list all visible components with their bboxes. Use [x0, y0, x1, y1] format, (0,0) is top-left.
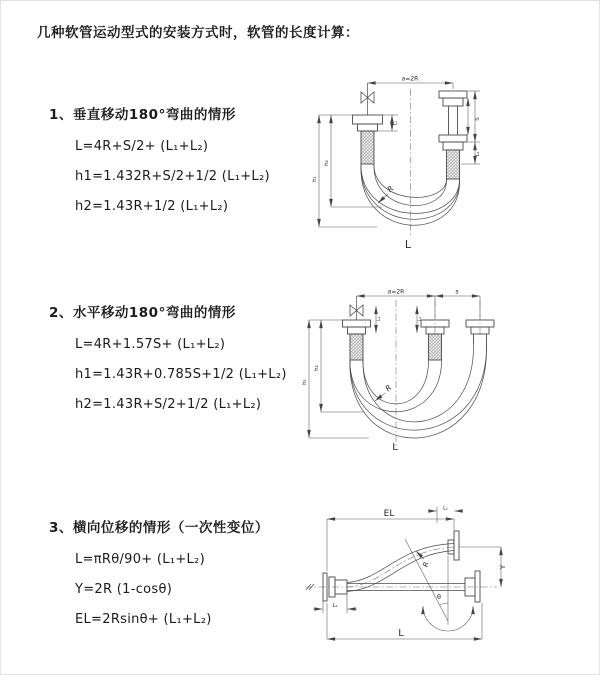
section-vertical-bend [49, 106, 270, 230]
section-1-heading: 1、垂直移动180°弯曲的情形 [49, 107, 236, 123]
dim-span-label: a=2R [387, 288, 405, 296]
left-flange [353, 115, 383, 164]
dim-s-label: S [475, 117, 481, 121]
formula-length: L=4R+1.57S+ (L₁+L₂) [75, 337, 226, 352]
upper-flange [448, 531, 459, 560]
centerline [305, 584, 497, 590]
radius-label: R [383, 382, 394, 394]
braided-hose-section [447, 150, 460, 179]
dim-l1-label: L₁ [443, 505, 448, 512]
dim-el [327, 509, 454, 571]
diagram-horizontal-bend [299, 286, 599, 456]
section-lateral-displacement [49, 519, 269, 643]
dim-s [468, 91, 481, 142]
formula-h1: h1=1.43R+0.785S+1/2 (L₁+L₂) [75, 367, 287, 382]
dim-h1-label: h₁ [312, 176, 318, 182]
section-2-heading: 2、水平移动180°弯曲的情形 [49, 305, 236, 321]
section-3-heading: 3、横向位移的情形（一次性变位） [49, 520, 269, 536]
dim-l2-label: L₂ [332, 603, 338, 609]
length-label: L [398, 628, 404, 639]
dim-span-label: a=2R [401, 75, 419, 83]
centerline [396, 300, 480, 446]
angle-label: θ [437, 593, 441, 601]
dim-y-label: Y [499, 564, 507, 570]
dim-span [368, 76, 454, 90]
dim-l2 [461, 142, 481, 164]
left-flange [343, 320, 371, 360]
dim-l1-label: L₁ [377, 316, 382, 322]
right-flange [465, 571, 480, 602]
braided-hose-section [429, 334, 442, 360]
valve-icon [350, 296, 363, 320]
dim-h2-label: h₂ [314, 365, 320, 371]
dim-length [327, 603, 482, 639]
dim-l1 [376, 306, 382, 333]
dim-l2 [417, 306, 423, 333]
dim-l1 [378, 115, 399, 131]
formula-y: Y=2R (1-cosθ) [75, 582, 173, 597]
right-flange [439, 91, 467, 179]
radius-label: R [385, 183, 396, 195]
valve-icon [361, 83, 374, 115]
braided-hose-section [350, 334, 363, 360]
radius-label: R [421, 561, 431, 568]
dim-l1-label: L₁ [393, 120, 399, 126]
formula-length: L=4R+S/2+ (L₁+L₂) [75, 139, 209, 154]
formula-h2: h2=1.43R+1/2 (L₁+L₂) [75, 199, 229, 214]
length-label: L [392, 442, 398, 453]
formula-el: EL=2Rsinθ+ (L₁+L₂) [75, 612, 212, 627]
middle-flange [421, 320, 449, 360]
length-label: L [404, 238, 412, 251]
formula-length: L=πRθ/90+ (L₁+L₂) [75, 552, 205, 567]
page-title: 几种软管运动型式的安装方式时，软管的长度计算： [37, 25, 359, 41]
hose-bundle [350, 344, 487, 438]
hose-displaced [347, 544, 454, 592]
dim-s-label: s [455, 288, 459, 296]
left-flange [323, 573, 347, 601]
diagram-lateral-displacement [297, 499, 599, 659]
radius-leader [375, 383, 393, 401]
dim-l2-label: L₂ [476, 151, 481, 157]
dim-l1 [428, 506, 463, 524]
formula-h2: h2=1.43R+S/2+1/2 (L₁+L₂) [75, 397, 262, 412]
dim-y [459, 547, 507, 587]
formula-h1: h1=1.432R+S/2+1/2 (L₁+L₂) [75, 169, 270, 184]
diagram-vertical-bend [307, 67, 599, 257]
dim-l2-label: L₂ [418, 316, 423, 322]
braided-hose-section [361, 131, 374, 164]
dim-h1-label: h₁ [302, 379, 308, 385]
dim-h2-label: h₂ [324, 160, 330, 166]
dim-s [435, 289, 480, 319]
section-horizontal-bend [49, 304, 287, 428]
dim-span [357, 289, 436, 297]
dim-el-label: EL [383, 509, 395, 519]
